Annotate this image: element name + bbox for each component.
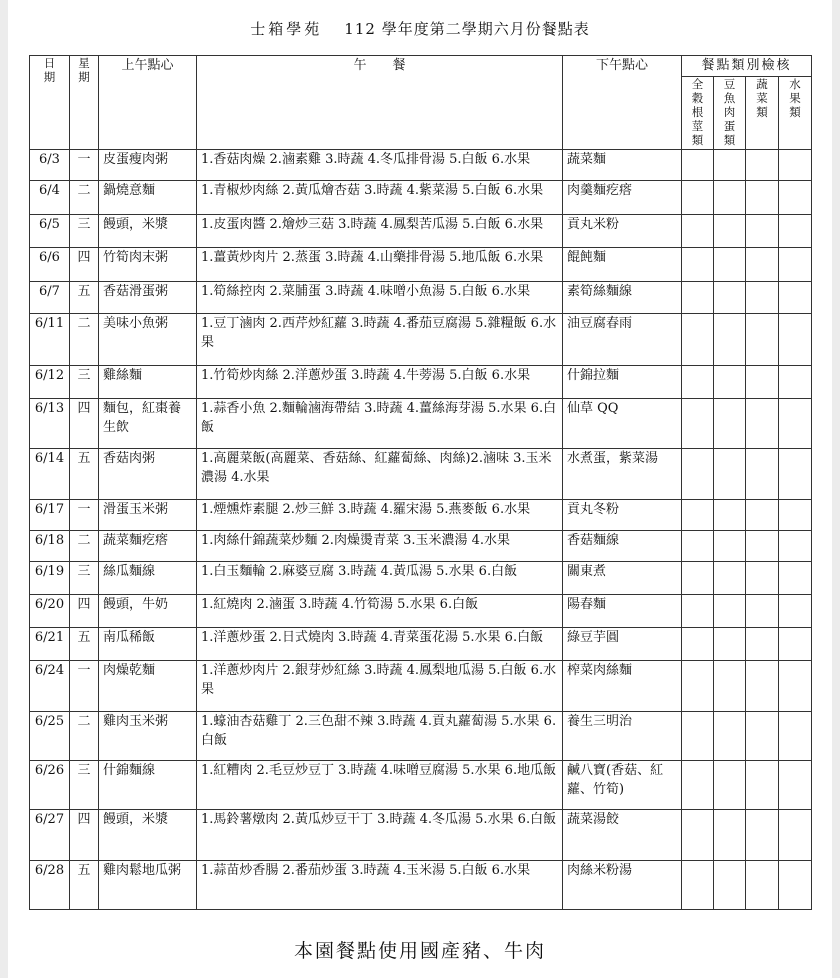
cell-check-fruit[interactable] xyxy=(779,562,812,595)
cell-weekday: 一 xyxy=(70,500,99,531)
cell-morning-snack: 皮蛋瘦肉粥 xyxy=(99,150,197,181)
cell-afternoon-snack: 素筍絲麵線 xyxy=(563,282,682,314)
cell-weekday: 二 xyxy=(70,531,99,562)
cell-lunch: 1.紅糟肉 2.毛豆炒豆丁 3.時蔬 4.味噌豆腐湯 5.水果 6.地瓜飯 xyxy=(197,761,563,810)
table-row xyxy=(30,500,812,531)
table-row xyxy=(30,215,812,248)
cell-morning-snack: 絲瓜麵線 xyxy=(99,562,197,595)
cell-check-vegetables[interactable] xyxy=(746,181,779,215)
cell-check-grains[interactable] xyxy=(682,500,714,531)
cell-weekday: 四 xyxy=(70,399,99,449)
cell-afternoon-snack: 水煮蛋，紫菜湯 xyxy=(563,449,682,500)
table-row xyxy=(30,282,812,314)
cell-check-fruit[interactable] xyxy=(779,282,812,314)
cell-afternoon-snack: 肉羹麵疙瘩 xyxy=(563,181,682,215)
cell-morning-snack: 香菇肉粥 xyxy=(99,449,197,500)
cell-check-vegetables[interactable] xyxy=(746,861,779,910)
header-date: 日 期 xyxy=(30,56,70,150)
cell-weekday: 二 xyxy=(70,181,99,215)
cell-date: 6/24 xyxy=(30,661,70,712)
cell-date: 6/17 xyxy=(30,500,70,531)
table-row xyxy=(30,810,812,861)
cell-check-vegetables[interactable] xyxy=(746,531,779,562)
cell-lunch: 1.蒜苗炒香腸 2.番茄炒蛋 3.時蔬 4.玉米湯 5.白飯 6.水果 xyxy=(197,861,563,910)
cell-check-vegetables[interactable] xyxy=(746,449,779,500)
cell-check-grains[interactable] xyxy=(682,661,714,712)
cell-check-fruit[interactable] xyxy=(779,314,812,366)
cell-afternoon-snack: 陽春麵 xyxy=(563,595,682,628)
header-afternoon-snack: 下午點心 xyxy=(563,56,682,150)
cell-check-protein[interactable] xyxy=(714,810,746,861)
cell-date: 6/13 xyxy=(30,399,70,449)
cell-weekday: 四 xyxy=(70,595,99,628)
table-row xyxy=(30,181,812,215)
cell-morning-snack: 竹筍肉末粥 xyxy=(99,248,197,282)
cell-morning-snack: 肉燥乾麵 xyxy=(99,661,197,712)
cell-afternoon-snack: 鹹八寶(香菇、紅蘿、竹筍) xyxy=(563,761,682,810)
cell-check-vegetables[interactable] xyxy=(746,595,779,628)
cell-lunch: 1.竹筍炒肉絲 2.洋蔥炒蛋 3.時蔬 4.牛蒡湯 5.白飯 6.水果 xyxy=(197,366,563,399)
cell-check-protein[interactable] xyxy=(714,282,746,314)
table-row xyxy=(30,661,812,712)
cell-lunch: 1.白玉麵輪 2.麻婆豆腐 3.時蔬 4.黃瓜湯 5.水果 6.白飯 xyxy=(197,562,563,595)
cell-afternoon-snack: 貢丸米粉 xyxy=(563,215,682,248)
cell-weekday: 三 xyxy=(70,215,99,248)
cell-afternoon-snack: 仙草 QQ xyxy=(563,399,682,449)
cell-check-fruit[interactable] xyxy=(779,628,812,661)
cell-lunch: 1.洋蔥炒肉片 2.銀芽炒紅絲 3.時蔬 4.鳳梨地瓜湯 5.白飯 6.水果 xyxy=(197,661,563,712)
cell-check-fruit[interactable] xyxy=(779,712,812,761)
cell-check-vegetables[interactable] xyxy=(746,282,779,314)
header-lunch: 午 餐 xyxy=(197,56,563,150)
cell-morning-snack: 什錦麵線 xyxy=(99,761,197,810)
cell-lunch: 1.肉絲什錦蔬菜炒麵 2.肉燥燙青菜 3.玉米濃湯 4.水果 xyxy=(197,531,563,562)
cell-check-grains[interactable] xyxy=(682,282,714,314)
table-row xyxy=(30,399,812,449)
cell-check-vegetables[interactable] xyxy=(746,761,779,810)
cell-check-vegetables[interactable] xyxy=(746,628,779,661)
cell-check-fruit[interactable] xyxy=(779,248,812,282)
cell-check-protein[interactable] xyxy=(714,712,746,761)
header-morning-snack: 上午點心 xyxy=(99,56,197,150)
cell-weekday: 三 xyxy=(70,761,99,810)
cell-lunch: 1.豆丁滷肉 2.西芹炒紅蘿 3.時蔬 4.番茄豆腐湯 5.雜糧飯 6.水果 xyxy=(197,314,563,366)
cell-date: 6/12 xyxy=(30,366,70,399)
cell-check-fruit[interactable] xyxy=(779,366,812,399)
table-row xyxy=(30,861,812,910)
cell-morning-snack: 麵包，紅棗養生飲 xyxy=(99,399,197,449)
cell-check-fruit[interactable] xyxy=(779,661,812,712)
table-row xyxy=(30,366,812,399)
cell-check-protein[interactable] xyxy=(714,314,746,366)
cell-check-protein[interactable] xyxy=(714,399,746,449)
cell-date: 6/18 xyxy=(30,531,70,562)
cell-check-vegetables[interactable] xyxy=(746,248,779,282)
cell-check-grains[interactable] xyxy=(682,861,714,910)
cell-check-vegetables[interactable] xyxy=(746,314,779,366)
cell-lunch: 1.紅燒肉 2.滷蛋 3.時蔬 4.竹筍湯 5.水果 6.白飯 xyxy=(197,595,563,628)
cell-date: 6/26 xyxy=(30,761,70,810)
cell-check-protein[interactable] xyxy=(714,215,746,248)
cell-lunch: 1.蠔油杏菇雞丁 2.三色甜不辣 3.時蔬 4.貢丸蘿蔔湯 5.水果 6.白飯 xyxy=(197,712,563,761)
cell-check-fruit[interactable] xyxy=(779,595,812,628)
header-check-vegetables xyxy=(746,77,779,150)
header-check-protein-label: 豆 魚 肉 蛋 類 xyxy=(723,77,736,147)
cell-check-grains[interactable] xyxy=(682,562,714,595)
footer-note: 本園餐點使用國產豬、牛肉 xyxy=(293,940,546,962)
cell-check-protein[interactable] xyxy=(714,449,746,500)
cell-check-fruit[interactable] xyxy=(779,761,812,810)
cell-check-vegetables[interactable] xyxy=(746,366,779,399)
cell-check-grains[interactable] xyxy=(682,366,714,399)
cell-afternoon-snack: 餛飩麵 xyxy=(563,248,682,282)
page-title xyxy=(8,18,832,39)
cell-weekday: 三 xyxy=(70,366,99,399)
cell-afternoon-snack: 蔬菜湯餃 xyxy=(563,810,682,861)
cell-lunch: 1.高麗菜飯(高麗菜、香菇絲、紅蘿蔔絲、肉絲)2.滷味 3.玉米濃湯 4.水果 xyxy=(197,449,563,500)
cell-afternoon-snack: 香菇麵線 xyxy=(563,531,682,562)
header-check-fruit-label: 水 果 類 xyxy=(789,77,801,119)
cell-check-protein[interactable] xyxy=(714,628,746,661)
cell-date: 6/7 xyxy=(30,282,70,314)
cell-afternoon-snack: 油豆腐春雨 xyxy=(563,314,682,366)
table-row xyxy=(30,449,812,500)
cell-check-protein[interactable] xyxy=(714,861,746,910)
table-row xyxy=(30,595,812,628)
cell-check-fruit[interactable] xyxy=(779,150,812,181)
cell-check-protein[interactable] xyxy=(714,531,746,562)
cell-morning-snack: 鍋燒意麵 xyxy=(99,181,197,215)
header-category-check: 餐點類別檢核 xyxy=(682,56,812,77)
cell-lunch: 1.洋蔥炒蛋 2.日式燒肉 3.時蔬 4.青菜蛋花湯 5.水果 6.白飯 xyxy=(197,628,563,661)
cell-weekday: 五 xyxy=(70,628,99,661)
cell-check-vegetables[interactable] xyxy=(746,712,779,761)
cell-morning-snack: 雞肉玉米粥 xyxy=(99,712,197,761)
cell-lunch: 1.香菇肉燥 2.滷素雞 3.時蔬 4.冬瓜排骨湯 5.白飯 6.水果 xyxy=(197,150,563,181)
cell-check-protein[interactable] xyxy=(714,661,746,712)
cell-date: 6/4 xyxy=(30,181,70,215)
table-row xyxy=(30,531,812,562)
table-row xyxy=(30,314,812,366)
cell-check-grains[interactable] xyxy=(682,314,714,366)
cell-check-fruit[interactable] xyxy=(779,810,812,861)
cell-check-grains[interactable] xyxy=(682,595,714,628)
cell-check-vegetables[interactable] xyxy=(746,399,779,449)
cell-weekday: 五 xyxy=(70,449,99,500)
table-row xyxy=(30,562,812,595)
table-row xyxy=(30,628,812,661)
cell-afternoon-snack: 關東煮 xyxy=(563,562,682,595)
header-check-vegetables-label: 蔬 菜 類 xyxy=(756,77,768,119)
cell-check-grains[interactable] xyxy=(682,628,714,661)
cell-check-fruit[interactable] xyxy=(779,861,812,910)
cell-weekday: 一 xyxy=(70,661,99,712)
cell-check-vegetables[interactable] xyxy=(746,150,779,181)
cell-lunch: 1.薑黃炒肉片 2.蒸蛋 3.時蔬 4.山藥排骨湯 5.地瓜飯 6.水果 xyxy=(197,248,563,282)
cell-weekday: 三 xyxy=(70,562,99,595)
cell-check-protein[interactable] xyxy=(714,595,746,628)
table-row xyxy=(30,150,812,181)
cell-morning-snack: 雞絲麵 xyxy=(99,366,197,399)
cell-morning-snack: 南瓜稀飯 xyxy=(99,628,197,661)
table-row xyxy=(30,761,812,810)
table-row xyxy=(30,248,812,282)
cell-afternoon-snack: 肉絲米粉湯 xyxy=(563,861,682,910)
cell-lunch: 1.蒜香小魚 2.麵輪滷海帶結 3.時蔬 4.薑絲海芽湯 5.水果 6.白飯 xyxy=(197,399,563,449)
cell-check-protein[interactable] xyxy=(714,248,746,282)
cell-morning-snack: 蔬菜麵疙瘩 xyxy=(99,531,197,562)
cell-check-grains[interactable] xyxy=(682,712,714,761)
cell-check-fruit[interactable] xyxy=(779,181,812,215)
cell-morning-snack: 香菇滑蛋粥 xyxy=(99,282,197,314)
cell-check-vegetables[interactable] xyxy=(746,500,779,531)
cell-morning-snack: 饅頭，米漿 xyxy=(99,215,197,248)
cell-check-protein[interactable] xyxy=(714,500,746,531)
cell-check-vegetables[interactable] xyxy=(746,810,779,861)
header-check-grains xyxy=(682,77,714,150)
cell-date: 6/11 xyxy=(30,314,70,366)
cell-check-protein[interactable] xyxy=(714,150,746,181)
cell-weekday: 一 xyxy=(70,150,99,181)
cell-check-fruit[interactable] xyxy=(779,399,812,449)
meal-table xyxy=(29,55,812,910)
cell-weekday: 四 xyxy=(70,810,99,861)
cell-check-vegetables[interactable] xyxy=(746,562,779,595)
header-check-protein xyxy=(714,77,746,150)
cell-date: 6/14 xyxy=(30,449,70,500)
cell-check-grains[interactable] xyxy=(682,810,714,861)
cell-check-grains[interactable] xyxy=(682,215,714,248)
cell-morning-snack: 美味小魚粥 xyxy=(99,314,197,366)
cell-afternoon-snack: 什錦拉麵 xyxy=(563,366,682,399)
cell-weekday: 五 xyxy=(70,861,99,910)
cell-weekday: 二 xyxy=(70,314,99,366)
cell-afternoon-snack: 榨菜肉絲麵 xyxy=(563,661,682,712)
cell-date: 6/25 xyxy=(30,712,70,761)
cell-date: 6/5 xyxy=(30,215,70,248)
cell-afternoon-snack: 蔬菜麵 xyxy=(563,150,682,181)
cell-date: 6/6 xyxy=(30,248,70,282)
cell-check-grains[interactable] xyxy=(682,449,714,500)
cell-check-grains[interactable] xyxy=(682,761,714,810)
cell-check-grains[interactable] xyxy=(682,531,714,562)
cell-date: 6/21 xyxy=(30,628,70,661)
cell-date: 6/20 xyxy=(30,595,70,628)
cell-morning-snack: 饅頭，米漿 xyxy=(99,810,197,861)
cell-check-grains[interactable] xyxy=(682,248,714,282)
header-check-fruit xyxy=(779,77,812,150)
cell-lunch: 1.馬鈴薯燉肉 2.黃瓜炒豆干丁 3.時蔬 4.冬瓜湯 5.水果 6.白飯 xyxy=(197,810,563,861)
header-weekday: 星 期 xyxy=(70,56,99,150)
cell-lunch: 1.青椒炒肉絲 2.黃瓜燴杏菇 3.時蔬 4.紫菜湯 5.白飯 6.水果 xyxy=(197,181,563,215)
cell-check-vegetables[interactable] xyxy=(746,661,779,712)
cell-check-protein[interactable] xyxy=(714,562,746,595)
cell-date: 6/28 xyxy=(30,861,70,910)
cell-check-protein[interactable] xyxy=(714,761,746,810)
cell-weekday: 四 xyxy=(70,248,99,282)
cell-check-fruit[interactable] xyxy=(779,500,812,531)
cell-weekday: 五 xyxy=(70,282,99,314)
document-title: 112 學年度第二學期六月份餐點表 xyxy=(344,20,590,38)
cell-morning-snack: 滑蛋玉米粥 xyxy=(99,500,197,531)
cell-check-protein[interactable] xyxy=(714,181,746,215)
cell-morning-snack: 雞肉鬆地瓜粥 xyxy=(99,861,197,910)
table-row xyxy=(30,712,812,761)
cell-weekday: 二 xyxy=(70,712,99,761)
cell-lunch: 1.筍絲控肉 2.菜脯蛋 3.時蔬 4.味噌小魚湯 5.白飯 6.水果 xyxy=(197,282,563,314)
cell-date: 6/3 xyxy=(30,150,70,181)
cell-check-fruit[interactable] xyxy=(779,449,812,500)
cell-date: 6/19 xyxy=(30,562,70,595)
cell-check-grains[interactable] xyxy=(682,150,714,181)
cell-check-protein[interactable] xyxy=(714,366,746,399)
cell-afternoon-snack: 綠豆芋圓 xyxy=(563,628,682,661)
cell-check-grains[interactable] xyxy=(682,399,714,449)
school-name: 士箱學苑 xyxy=(250,20,323,38)
cell-afternoon-snack: 養生三明治 xyxy=(563,712,682,761)
cell-afternoon-snack: 貢丸冬粉 xyxy=(563,500,682,531)
cell-check-fruit[interactable] xyxy=(779,215,812,248)
header-check-grains-label: 全 穀 根 莖 類 xyxy=(691,77,704,147)
cell-check-grains[interactable] xyxy=(682,181,714,215)
cell-check-vegetables[interactable] xyxy=(746,215,779,248)
menu-document xyxy=(8,0,832,978)
cell-lunch: 1.煙燻炸素腿 2.炒三鮮 3.時蔬 4.羅宋湯 5.燕麥飯 6.水果 xyxy=(197,500,563,531)
cell-date: 6/27 xyxy=(30,810,70,861)
cell-morning-snack: 饅頭，牛奶 xyxy=(99,595,197,628)
cell-check-fruit[interactable] xyxy=(779,531,812,562)
cell-lunch: 1.皮蛋肉醬 2.燴炒三菇 3.時蔬 4.鳳梨苦瓜湯 5.白飯 6.水果 xyxy=(197,215,563,248)
